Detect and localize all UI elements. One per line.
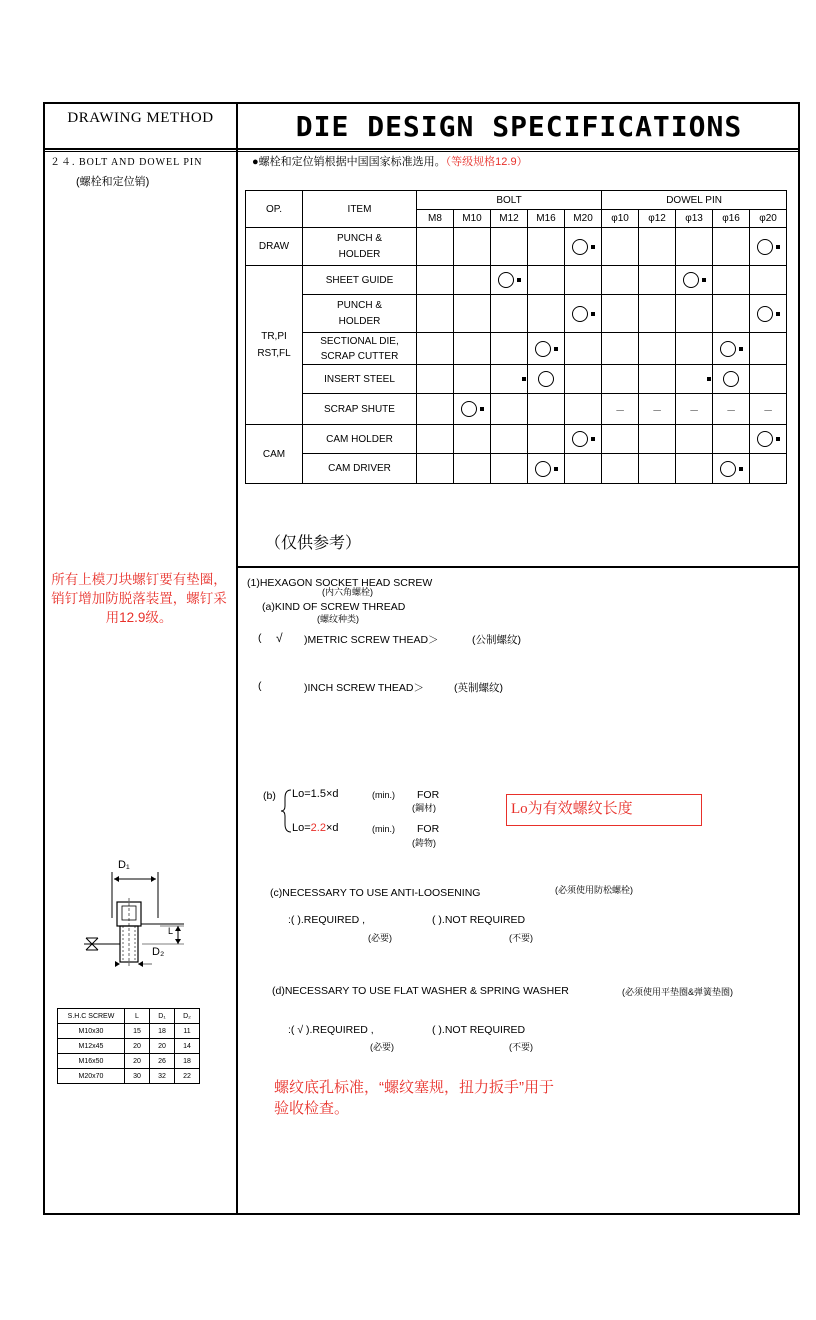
item-cell: CAM DRIVER [303,454,417,484]
dash-cell: － [639,394,676,425]
c-not-required[interactable]: ( ).NOT REQUIRED [432,914,526,926]
square-mark-icon [707,377,711,381]
mark-cell [528,333,565,365]
square-mark-icon [776,437,780,441]
circle-mark-icon [572,306,588,322]
c-required[interactable]: :( ).REQUIRED , [288,914,366,926]
table-row: M20x70 30 32 22 [58,1069,200,1084]
circle-mark-icon [572,431,588,447]
bolt-dowel-table [245,190,787,484]
steel-cn: (鋼材) [412,803,436,813]
thread-kind-cn: (螺纹种类) [317,614,359,624]
dash-cell: － [602,394,639,425]
drawing-method-label: DRAWING METHOD [67,110,214,126]
bolt-size: M10 [454,210,491,228]
col-item: ITEM [303,191,417,228]
circle-mark-icon [720,461,736,477]
screw-title: (1)HEXAGON SOCKET HEAD SCREW [247,577,433,589]
d-required[interactable]: :( √ ).REQUIRED , [288,1024,374,1036]
op-draw: DRAW [246,228,303,266]
top-note [252,153,528,169]
op-cam: CAM [246,425,303,484]
square-mark-icon [591,437,595,441]
bolt-header: BOLT [417,191,602,210]
square-mark-icon [517,278,521,282]
bolt-size: M16 [528,210,565,228]
reference-note: （仅供参考） [265,535,362,552]
bolt-size: M20 [565,210,602,228]
mark-cell [491,365,528,394]
mark-cell [565,425,602,454]
metric-cn: (公制螺纹) [472,634,521,646]
circle-mark-icon [538,371,554,387]
dowel-size: φ10 [602,210,639,228]
mark-cell [565,295,602,333]
section-title: ２４. BOLT AND DOWEL PIN [50,157,203,168]
b-line2-for: FOR [417,823,440,835]
top-note-text: ●螺栓和定位销根据中国国家标准选用。 [252,156,446,168]
circle-mark-icon [572,239,588,255]
mark-cell [528,365,565,394]
header-divider [43,148,800,150]
item-cell: PUNCH & HOLDER [303,295,417,333]
table-row: M16x50 20 26 18 [58,1054,200,1069]
left-red-note: 所有上模刀块螺钉要有垫圈，销钉增加防脱落装置，螺钉采用12.9级。 [51,572,227,625]
square-mark-icon [591,312,595,316]
circle-mark-icon [757,306,773,322]
b-line2: Lo=2.2×d [292,822,339,834]
inch-label: )INCH SCREW THEAD＞ [304,682,424,694]
d-need-cn: (必要) [370,1042,394,1052]
b-line1-for: FOR [417,789,440,801]
square-mark-icon [480,407,484,411]
inch-cn: (英制螺纹) [454,682,503,694]
square-mark-icon [554,467,558,471]
dowel-size: φ12 [639,210,676,228]
square-mark-icon [776,245,780,249]
shc-header: D₁ [150,1009,175,1024]
b-label: (b) [263,790,276,802]
l-label: L [168,926,174,936]
dash-cell: － [676,394,713,425]
mark-cell [713,454,750,484]
column-divider [236,102,238,1215]
item-cell: CAM HOLDER [303,425,417,454]
metric-open-paren: ( [258,632,262,644]
square-mark-icon [739,467,743,471]
screw-title-cn: (内六角螺栓) [322,587,373,597]
d-label: (d)NECESSARY TO USE FLAT WASHER & SPRING WASHER [272,985,569,997]
bolt-size: M12 [491,210,528,228]
mark-cell [676,266,713,295]
dash-cell: － [713,394,750,425]
d1-label: D₁ [118,859,130,871]
c-cn: (必须使用防松螺栓) [555,885,633,895]
square-mark-icon [522,377,526,381]
mark-cell [528,454,565,484]
item-cell: INSERT STEEL [303,365,417,394]
table-row: M10x30 15 18 11 [58,1024,200,1039]
dowel-size: φ16 [713,210,750,228]
section-divider [238,566,800,568]
shc-screw-table [57,1008,200,1084]
shc-header: S.H.C SCREW [58,1009,125,1024]
d-cn: (必须使用平垫圈&弹簧垫圈) [622,987,733,997]
metric-check[interactable]: √ [276,631,283,645]
screw-diagram-icon [80,858,200,978]
c-noneed-cn: (不要) [509,933,533,943]
circle-mark-icon [498,272,514,288]
square-mark-icon [554,347,558,351]
circle-mark-icon [683,272,699,288]
item-cell: SHEET GUIDE [303,266,417,295]
square-mark-icon [776,312,780,316]
d-not-required[interactable]: ( ).NOT REQUIRED [432,1024,526,1036]
circle-mark-icon [723,371,739,387]
thread-kind-label: (a)KIND OF SCREW THREAD [262,601,406,613]
circle-mark-icon [757,239,773,255]
mark-cell [713,365,750,394]
square-mark-icon [702,278,706,282]
lo-note-box: Lo为有效螺纹长度 [506,794,702,826]
square-mark-icon [591,245,595,249]
mark-cell [454,394,491,425]
d-noneed-cn: (不要) [509,1042,533,1052]
item-cell: PUNCH & HOLDER [303,228,417,266]
circle-mark-icon [461,401,477,417]
b-line2-min: (min.) [372,824,395,834]
cast-cn: (鋳物) [412,838,436,848]
mark-cell [750,295,787,333]
item-cell: SECTIONAL DIE, SCRAP CUTTER [303,333,417,365]
mark-cell [750,228,787,266]
dowel-size: φ13 [676,210,713,228]
b-line1: Lo=1.5×d [292,788,339,800]
mark-cell [750,425,787,454]
header-divider-2 [43,151,800,152]
shc-header: D₂ [175,1009,200,1024]
circle-mark-icon [720,341,736,357]
mark-cell [565,228,602,266]
metric-label: )METRIC SCREW THEAD＞ [304,634,439,646]
page-title: DIE DESIGN SPECIFICATIONS [295,110,743,143]
dowel-size: φ20 [750,210,787,228]
mark-cell [713,333,750,365]
c-label: (c)NECESSARY TO USE ANTI-LOOSENING [270,887,481,899]
b-line1-min: (min.) [372,790,395,800]
d2-label: D₂ [152,946,165,958]
dowel-header: DOWEL PIN [602,191,787,210]
shc-header: L [125,1009,150,1024]
circle-mark-icon [757,431,773,447]
col-op: OP. [246,191,303,228]
bottom-red-note: 螺纹底孔标准，“螺纹塞规，扭力扳手”用于 验收检查。 [274,1079,554,1117]
mark-cell [491,266,528,295]
dash-cell: － [750,394,787,425]
op-tr: TR,PI RST,FL [246,266,303,425]
table-row: M12x45 20 20 14 [58,1039,200,1054]
circle-mark-icon [535,461,551,477]
mark-cell [676,365,713,394]
section-subtitle: (螺栓和定位销) [76,176,150,188]
c-need-cn: (必要) [368,933,392,943]
square-mark-icon [739,347,743,351]
grade-note: （等级规格12.9） [445,156,528,168]
circle-mark-icon [535,341,551,357]
inch-open-paren: ( [258,680,262,692]
bolt-size: M8 [417,210,454,228]
item-cell: SCRAP SHUTE [303,394,417,425]
